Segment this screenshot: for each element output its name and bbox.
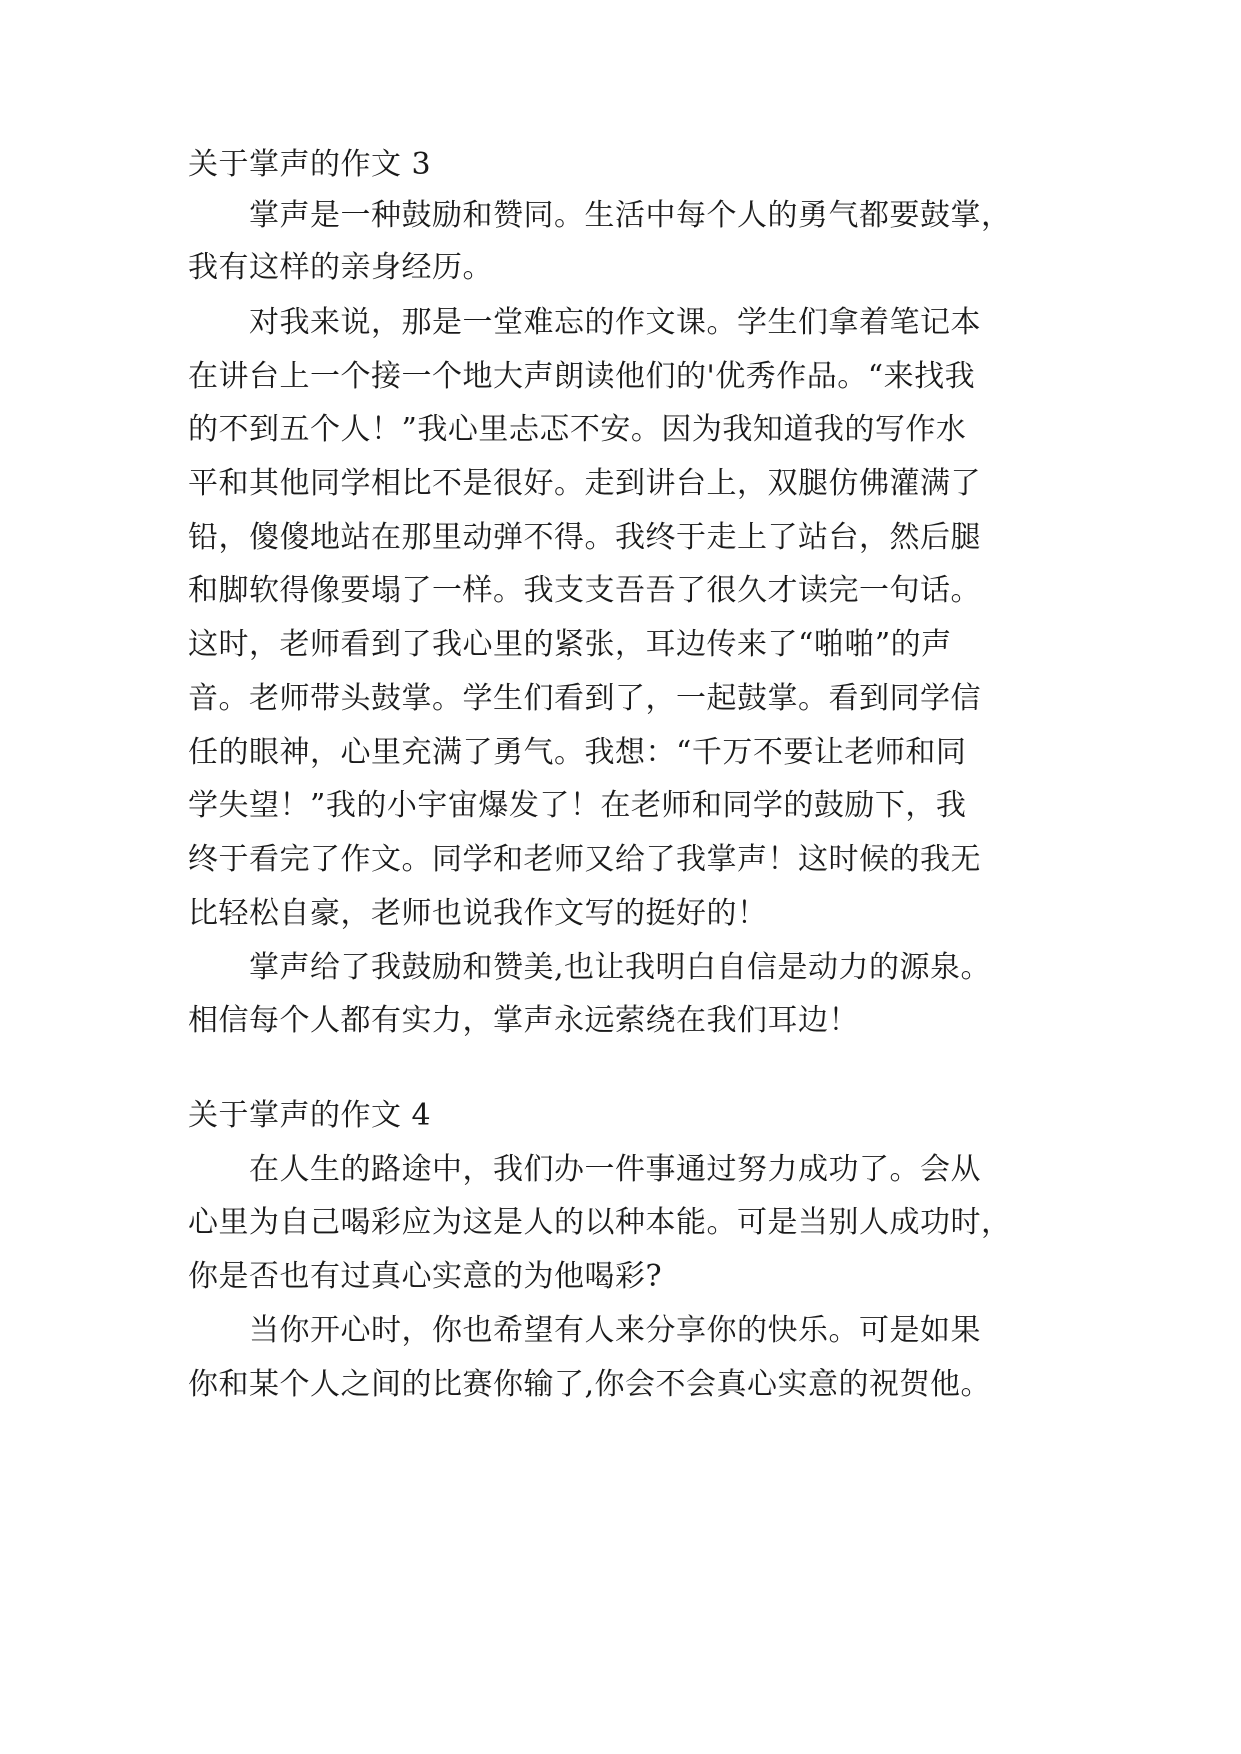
text-line: 当你开心时，你也希望有人来分享你的快乐。可是如果 [188,1313,981,1348]
text-line: 铅，傻傻地站在那里动弹不得。我终于走上了站台，然后腿 [188,520,981,555]
text-line: 掌声是一种鼓励和赞同。生活中每个人的勇气都要鼓掌， [188,198,1012,233]
text-line: 这时，老师看到了我心里的紧张，耳边传来了“啪啪”的声 [188,627,952,662]
text-line: 学失望！”我的小宇宙爆发了！在老师和同学的鼓励下，我 [188,788,967,823]
text-line: 比轻松自豪，老师也说我作文写的挺好的！ [188,896,768,931]
text-line: 平和其他同学相比不是很好。走到讲台上，双腿仿佛灌满了 [188,466,981,501]
text-line: 音。老师带头鼓掌。学生们看到了，一起鼓掌。看到同学信 [188,681,981,716]
text-line: 的不到五个人！”我心里忐忑不安。因为我知道我的写作水 [188,412,967,447]
section-heading: 关于掌声的作文 4 [188,1098,432,1133]
text-line: 相信每个人都有实力，掌声永远萦绕在我们耳边！ [188,1003,859,1038]
text-line: 和脚软得像要塌了一样。我支支吾吾了很久才读完一句话。 [188,573,981,608]
text-line: 对我来说，那是一堂难忘的作文课。学生们拿着笔记本 [188,305,981,340]
text-line: 在讲台上一个接一个地大声朗读他们的'优秀作品。“来找我 [188,359,976,394]
section-heading: 关于掌声的作文 3 [188,147,432,182]
text-line: 你是否也有过真心实意的为他喝彩? [188,1259,663,1294]
text-line: 在人生的路途中，我们办一件事通过努力成功了。会从 [188,1152,981,1187]
text-line: 终于看完了作文。同学和老师又给了我掌声！这时候的我无 [188,842,981,877]
text-line: 你和某个人之间的比赛你输了,你会不会真心实意的祝贺他。 [188,1367,992,1402]
text-line: 任的眼神，心里充满了勇气。我想：“千万不要让老师和同 [188,735,967,770]
text-line: 掌声给了我鼓励和赞美,也让我明白自信是动力的源泉。 [188,950,992,985]
text-line: 我有这样的亲身经历。 [188,250,493,285]
text-line: 心里为自己喝彩应为这是人的以种本能。可是当别人成功时， [188,1205,1012,1240]
